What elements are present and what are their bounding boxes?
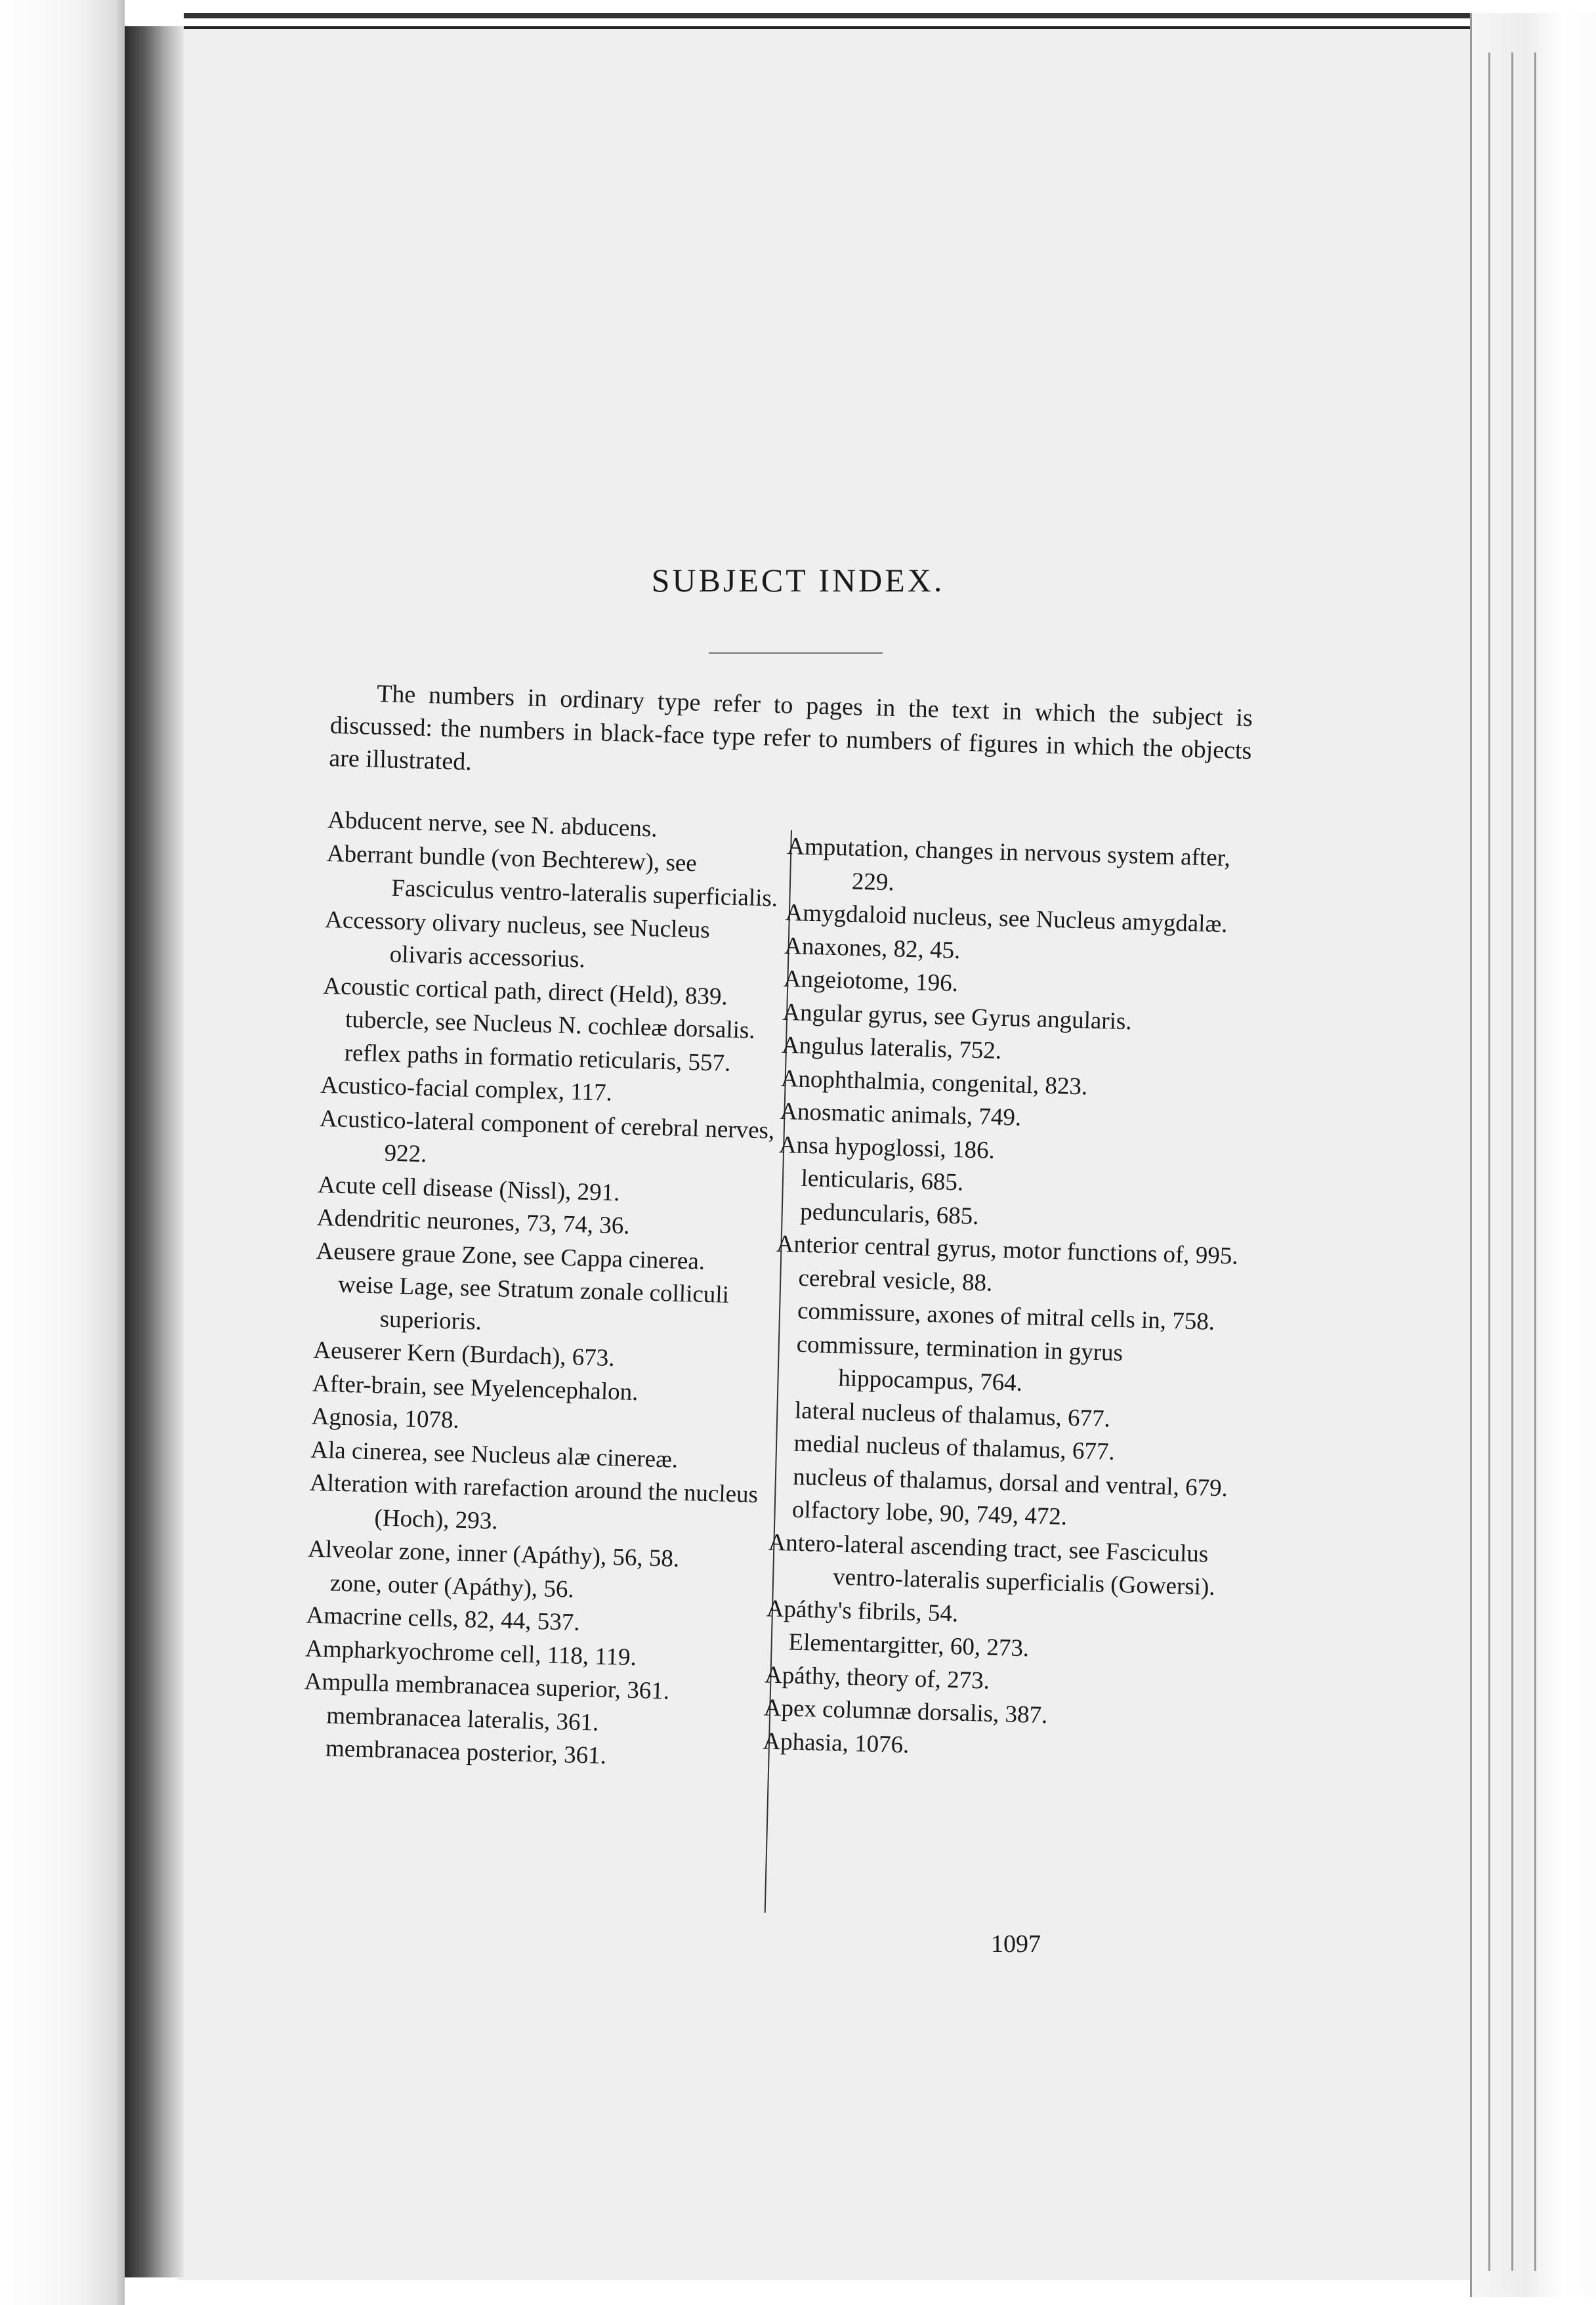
- index-entry: Alteration with rarefaction around the nucleus (Hoch), 293.: [309, 1469, 759, 1534]
- index-entry: Amygdaloid nucleus, see Nucleus amygdalæ.: [785, 899, 1228, 939]
- index-entry: weise Lage, see Stratum zonale colliculi superioris.: [337, 1271, 730, 1336]
- index-entry: Acustico-facial complex, 117.: [320, 1071, 613, 1107]
- index-entry: cerebral vesicle, 88.: [798, 1264, 993, 1297]
- index-entry: nucleus of thalamus, dorsal and ventral, 679.: [792, 1463, 1228, 1502]
- intro-text: The numbers in ordinary type refer to pages in the text in which the subject is discussed: the numbers in black-face type refer to numbers of figures in which the objects are illustrated.: [328, 679, 1253, 776]
- index-entry: Apáthy's fibrils, 54.: [766, 1595, 959, 1627]
- index-entry: Agnosia, 1078.: [311, 1403, 460, 1434]
- index-entry: Anosmatic animals, 749.: [779, 1097, 1022, 1131]
- index-entry: Antero-lateral ascending tract, see Fasciculus ventro-lateralis superficialis (Gowersi).: [768, 1529, 1216, 1601]
- index-entry: Angulus lateralis, 752.: [781, 1031, 1002, 1065]
- gutter-shadow: [125, 26, 184, 2277]
- index-entry: Accessory olivary nucleus, see Nucleus olivaris accessorius.: [324, 906, 711, 973]
- index-entry: Ala cinerea, see Nucleus alæ cinereæ.: [310, 1436, 679, 1473]
- left-margin: [0, 0, 125, 2305]
- index-entry: Elementargitter, 60, 273.: [788, 1628, 1030, 1662]
- page-stack-edge: [1470, 13, 1596, 2297]
- index-entry: Aeusere graue Zone, see Cappa cinerea.: [316, 1237, 705, 1275]
- title-rule: [709, 652, 883, 654]
- index-entry: peduncularis, 685.: [799, 1198, 980, 1230]
- index-entry: Ansa hypoglossi, 186.: [778, 1131, 996, 1164]
- index-entry: Anaxones, 82, 45.: [784, 932, 961, 964]
- index-entry: medial nucleus of thalamus, 677.: [793, 1429, 1116, 1466]
- index-entry: membranacea lateralis, 361.: [326, 1701, 599, 1737]
- index-entry: Anophthalmia, congenital, 823.: [780, 1065, 1088, 1101]
- index-entry: Aeuserer Kern (Burdach), 673.: [312, 1336, 616, 1372]
- index-entry: lateral nucleus of thalamus, 677.: [794, 1397, 1111, 1433]
- index-entry: membranacea posterior, 361.: [325, 1735, 607, 1769]
- index-entry: Amacrine cells, 82, 44, 537.: [305, 1601, 581, 1636]
- index-entry: Aberrant bundle (von Bechterew), see Fasciculus ventro-lateralis superficialis.: [326, 839, 778, 912]
- index-entry: reflex paths in formatio reticularis, 557.: [344, 1039, 731, 1077]
- index-entry: Alveolar zone, inner (Apáthy), 56, 58.: [307, 1535, 680, 1573]
- index-column-right: [763, 830, 1250, 1771]
- index-entry: After-brain, see Myelencephalon.: [312, 1370, 639, 1406]
- index-entry: tubercle, see Nucleus N. cochleæ dorsalis.: [345, 1005, 756, 1044]
- stack-line: [1488, 53, 1490, 2271]
- index-entry: olfactory lobe, 90, 749, 472.: [791, 1496, 1068, 1531]
- index-entry: Acustico-lateral component of cerebral nerves, 922.: [319, 1105, 775, 1168]
- index-entry: Apex columnæ dorsalis, 387.: [763, 1694, 1048, 1729]
- index-entry: Ampharkyochrome cell, 118, 119.: [304, 1635, 637, 1671]
- index-entry: Apáthy, theory of, 273.: [764, 1661, 990, 1695]
- index-entry: commissure, termination in gyrus hippocampus, 764.: [796, 1330, 1124, 1397]
- index-entry: Acoustic cortical path, direct (Held), 839.: [322, 972, 728, 1011]
- index-entry: Ampulla membranacea superior, 361.: [304, 1668, 670, 1705]
- index-entry: Acute cell disease (Nissl), 291.: [317, 1171, 621, 1206]
- stack-line: [1511, 53, 1513, 2271]
- index-entry: Abducent nerve, see N. abducens.: [327, 806, 658, 843]
- index-entry: Adendritic neurones, 73, 74, 36.: [316, 1204, 631, 1240]
- index-entry: commissure, axones of mitral cells in, 758.: [797, 1297, 1215, 1336]
- page-title: SUBJECT INDEX.: [651, 562, 945, 599]
- page-number: 1097: [991, 1930, 1041, 1958]
- index-column-left: [302, 804, 790, 1777]
- index-entry: lenticularis, 685.: [801, 1164, 964, 1196]
- index-entry: Anterior central gyrus, motor functions of, 995.: [776, 1230, 1239, 1270]
- index-entry: zone, outer (Apáthy), 56.: [329, 1569, 575, 1603]
- index-entry: Angular gyrus, see Gyrus angularis.: [782, 998, 1133, 1035]
- stack-line: [1534, 53, 1536, 2271]
- index-entry: Amputation, changes in nervous system after, 229.: [786, 832, 1231, 896]
- index-entry: Aphasia, 1076.: [762, 1727, 910, 1759]
- index-entry: Angeiotome, 196.: [783, 965, 959, 998]
- page-top-edge: [184, 13, 1562, 18]
